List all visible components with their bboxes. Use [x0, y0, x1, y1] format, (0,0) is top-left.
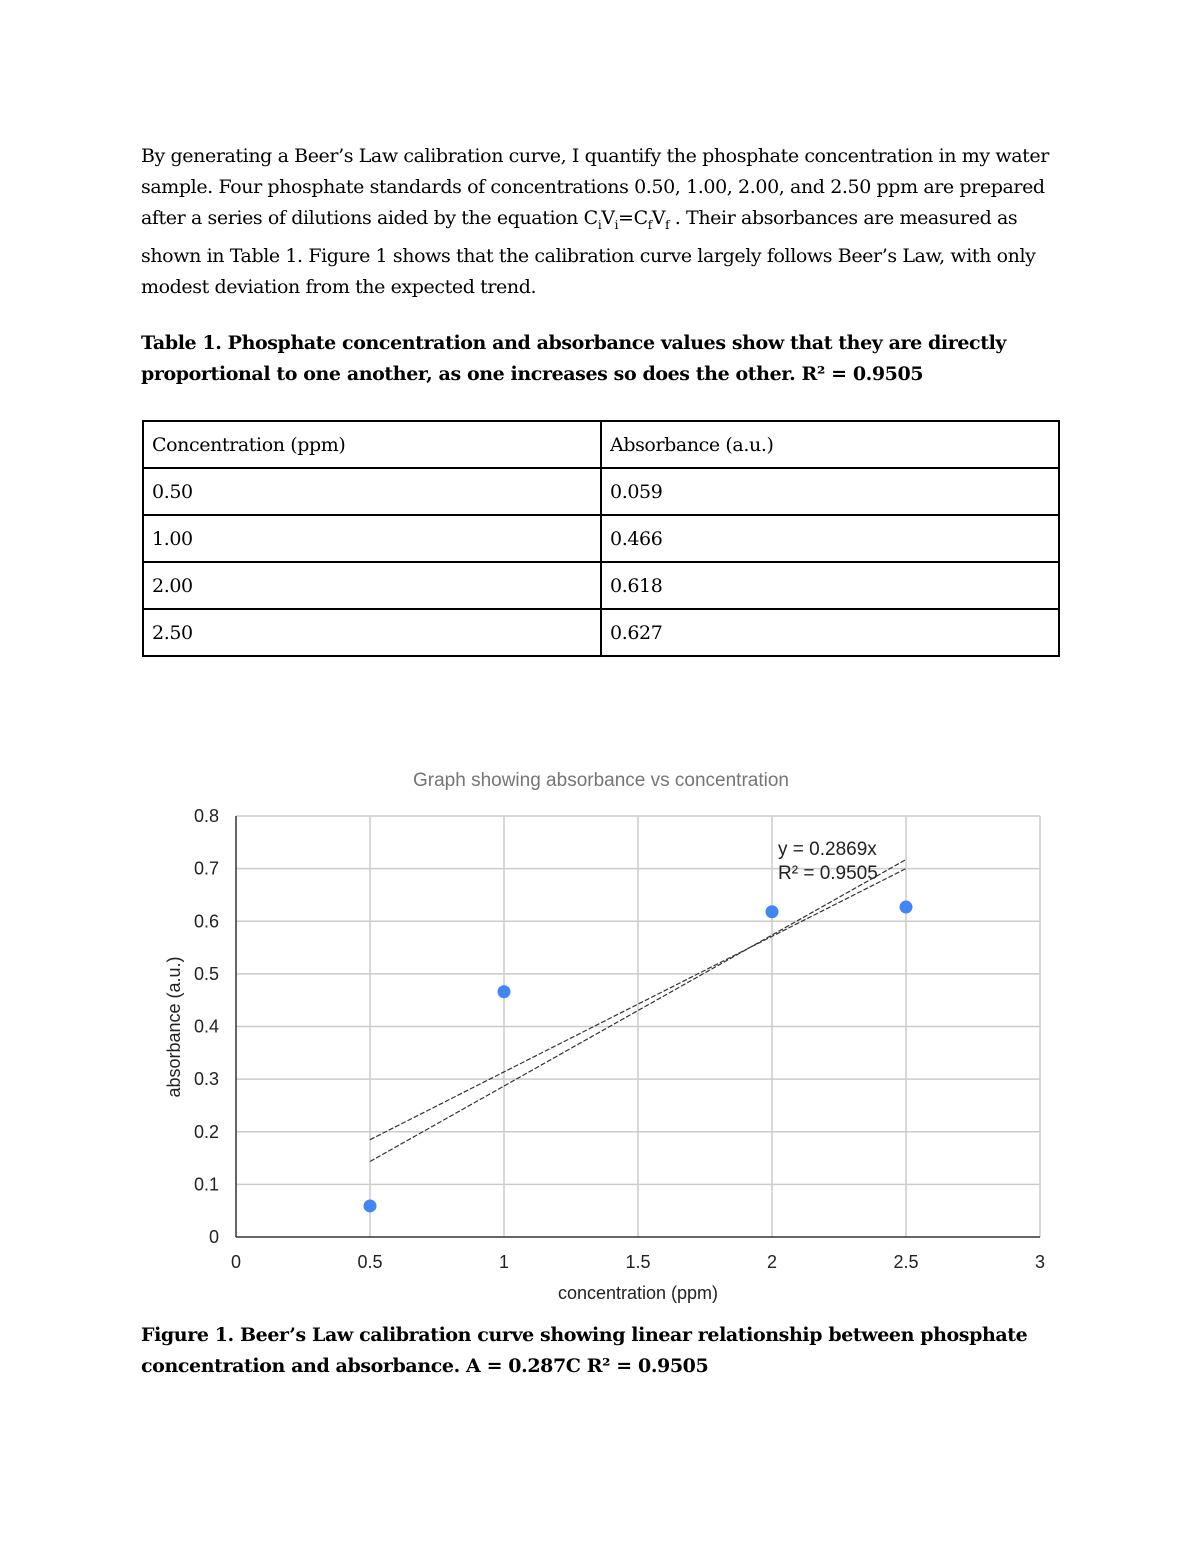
intro-paragraph	[141, 141, 1051, 303]
cell: 2.00	[143, 562, 601, 609]
y-tick-label: 0.2	[193, 1121, 219, 1142]
table-row	[143, 562, 1059, 609]
y-tick-label: 0.6	[193, 911, 219, 932]
data-point	[364, 1199, 377, 1212]
y-tick-label: 0.4	[193, 1016, 219, 1037]
eq: C	[583, 207, 598, 229]
x-tick-label: 1	[498, 1252, 510, 1272]
data-point	[900, 901, 913, 914]
x-axis-label: concentration (ppm)	[557, 1283, 719, 1303]
table-row	[143, 468, 1059, 515]
header-cell: Absorbance (a.u.)	[601, 421, 1059, 468]
x-tick-label: 1.5	[625, 1252, 651, 1272]
data-table	[142, 420, 1060, 657]
cell: 0.618	[601, 562, 1059, 609]
x-tick-label: 0.5	[357, 1252, 383, 1272]
paragraph-text: . Their absorbances are measured as shown in Table 1. Figure 1 shows that the calibration curve largely follows Beer’s Law, with only modest deviation from the expected trend.	[141, 207, 1036, 298]
eq: =C	[618, 207, 648, 229]
cell: 0.059	[601, 468, 1059, 515]
y-tick-label: 0.7	[193, 858, 219, 879]
y-tick-label: 0.8	[193, 806, 219, 826]
x-tick-label: 3	[1034, 1252, 1046, 1272]
cell: 0.466	[601, 515, 1059, 562]
x-tick-label: 2	[766, 1252, 778, 1272]
data-point	[766, 905, 779, 918]
eq-sub: i	[597, 217, 602, 232]
paragraph-text: By generating a Beer’s Law calibration curve, I quantify the phosphate concentration in my water sample. Four phosphate standards of concentrations 0.50, 1.00, 2.00, and 2.50 ppm are prepared after a series of dilutions aided by the equation	[141, 145, 1049, 229]
y-tick-label: 0.3	[193, 1069, 219, 1090]
y-tick-label: 0.1	[193, 1174, 219, 1195]
table-row	[143, 515, 1059, 562]
eq: V	[601, 207, 615, 229]
calibration-chart	[0, 740, 1200, 1320]
cell: 0.627	[601, 609, 1059, 656]
cell: 2.50	[143, 609, 601, 656]
x-tick-label: 0	[230, 1252, 242, 1272]
header-cell: Concentration (ppm)	[143, 421, 601, 468]
eq: V	[651, 207, 666, 229]
eq-sub: f	[665, 217, 670, 232]
cell: 0.50	[143, 468, 601, 515]
cell: 1.00	[143, 515, 601, 562]
trendline-r2: R² = 0.9505	[778, 863, 878, 884]
x-tick-label: 2.5	[893, 1252, 919, 1272]
y-tick-label: 0.5	[193, 963, 219, 984]
table-header-row	[143, 421, 1059, 468]
eq-sub: i	[614, 217, 619, 232]
data-point	[498, 985, 511, 998]
y-tick-label: 0	[208, 1227, 219, 1247]
table-row	[143, 609, 1059, 656]
table-caption: Table 1. Phosphate concentration and absorbance values show that they are directly proportional to one another, as one increases so does the other. R² = 0.9505	[141, 332, 1007, 385]
y-axis-label: absorbance (a.u.)	[164, 956, 184, 1098]
chart-title: Graph showing absorbance vs concentration	[412, 770, 790, 791]
figure-caption: Figure 1. Beer’s Law calibration curve showing linear relationship between phosphate concentration and absorbance. A = 0.287C R² = 0.9505	[141, 1324, 1028, 1377]
eq-sub: f	[647, 217, 652, 232]
trendline-equation: y = 0.2869x	[778, 839, 877, 860]
